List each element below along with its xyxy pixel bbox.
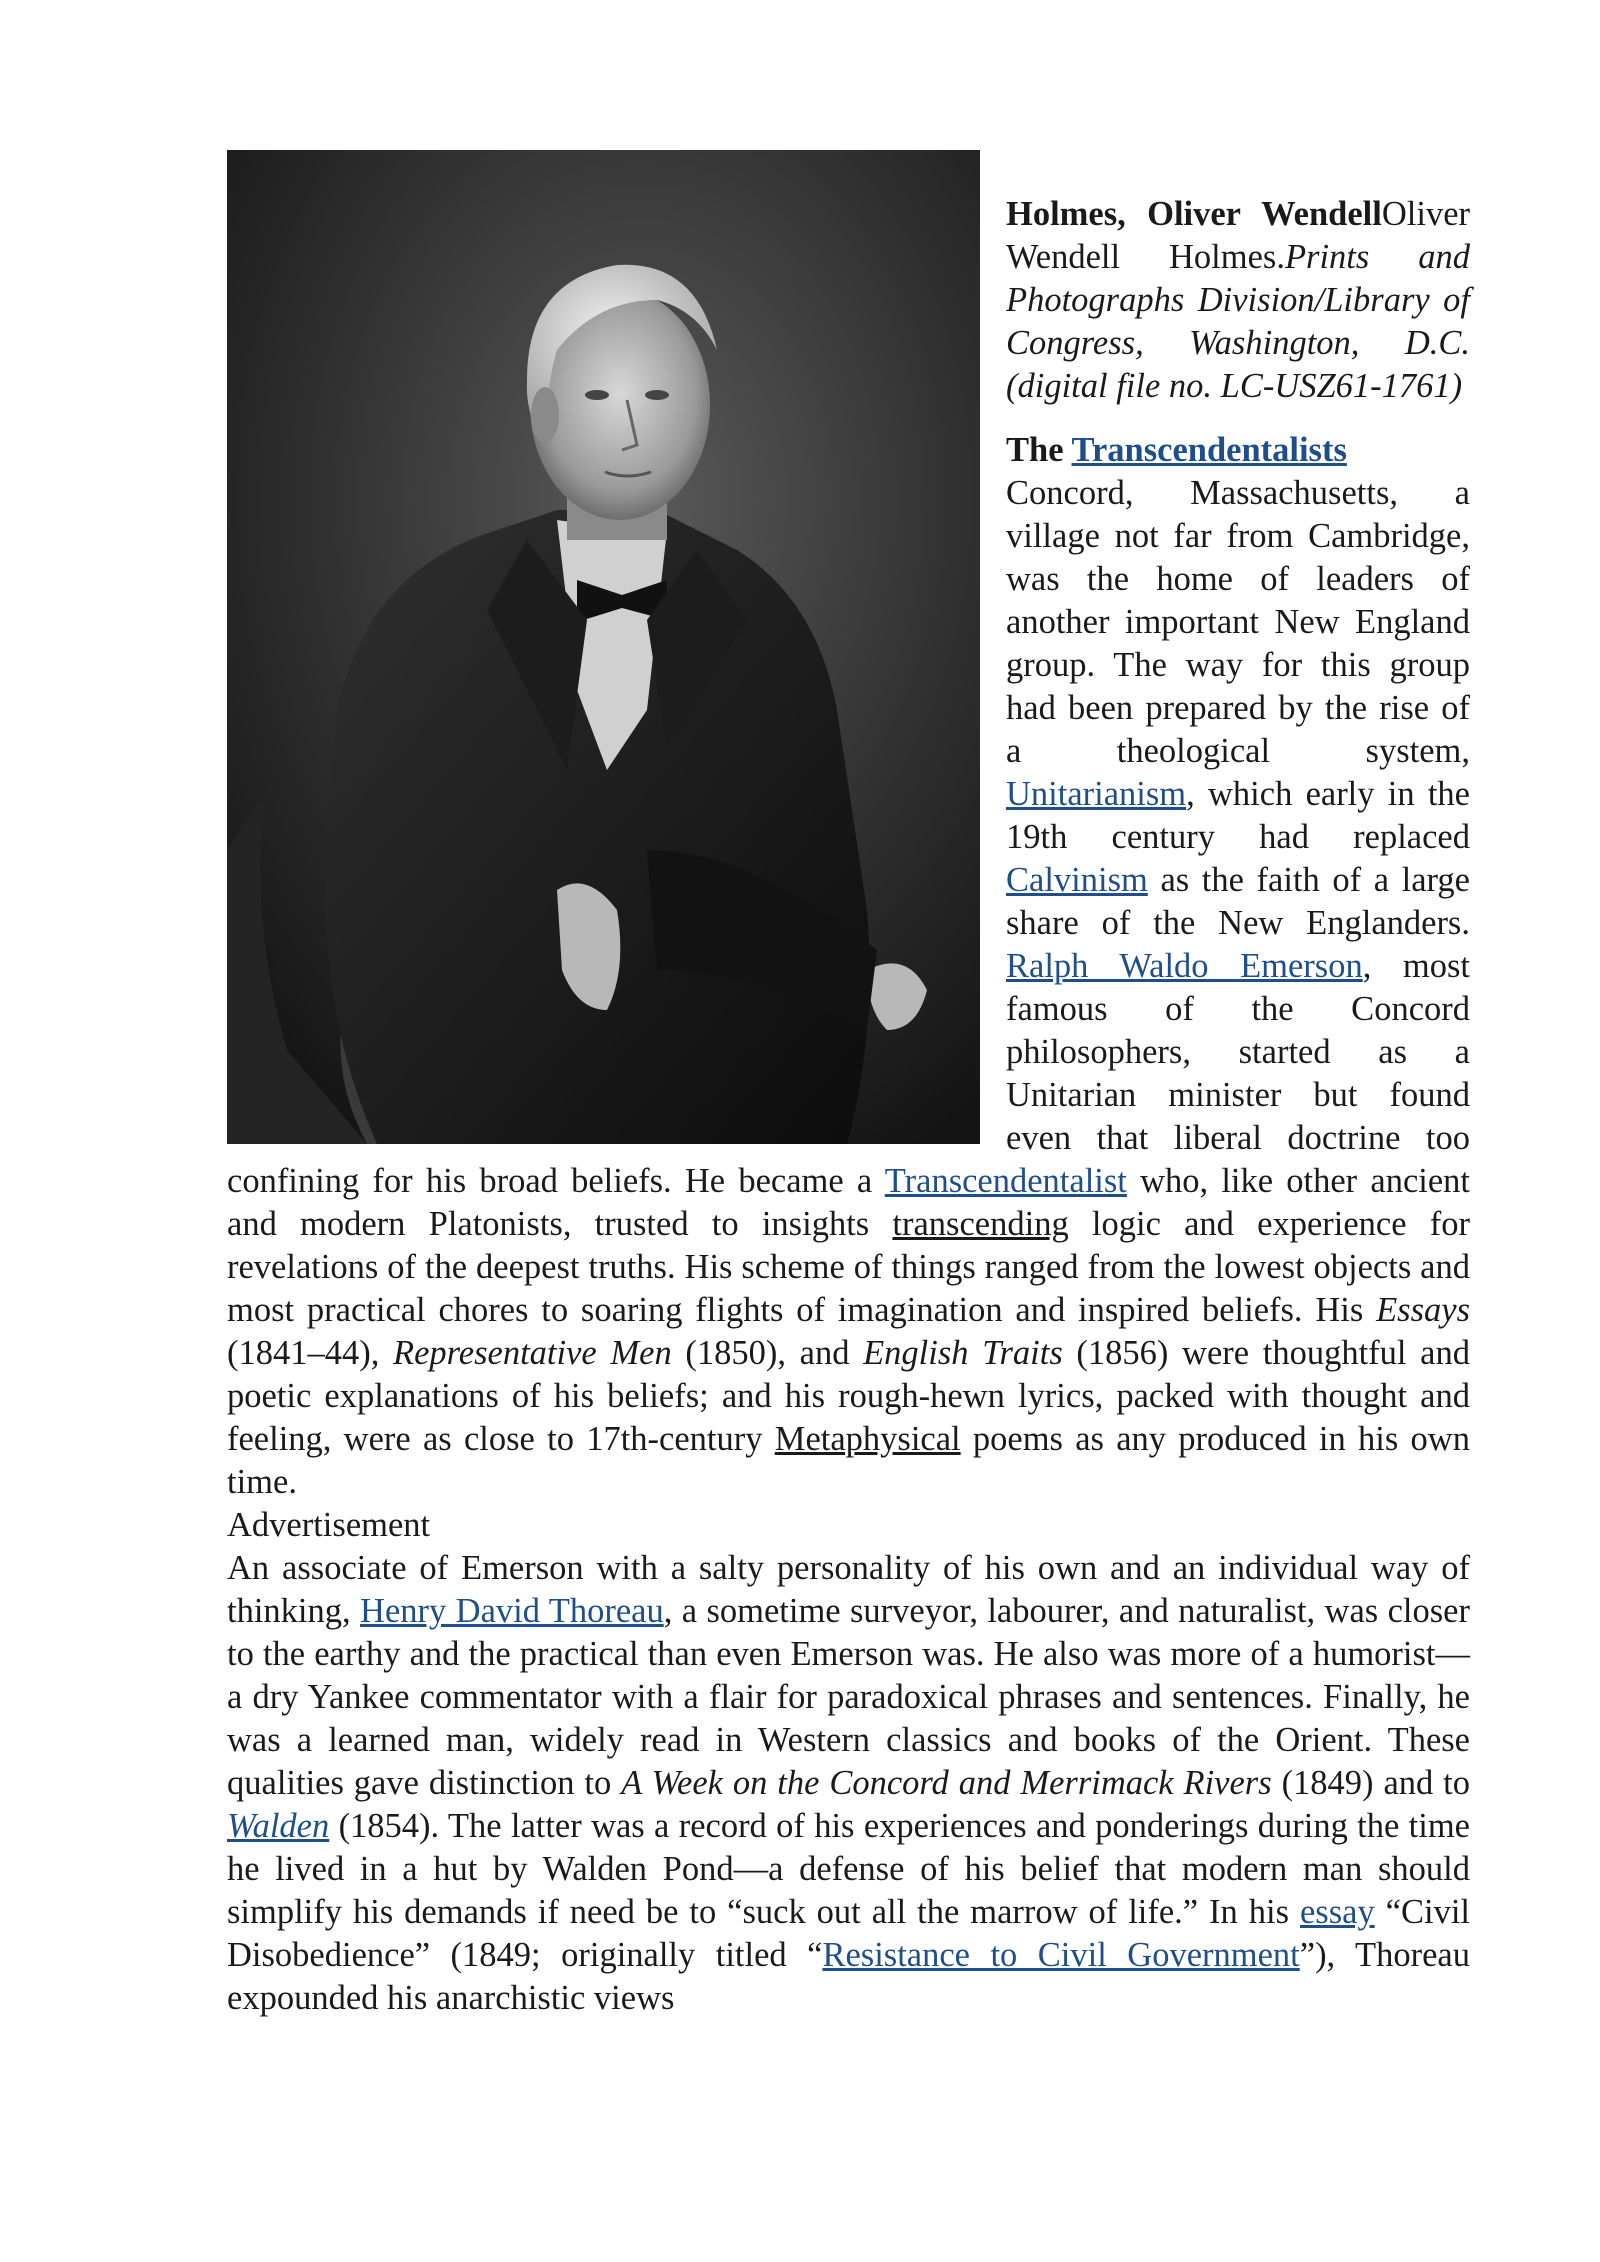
- portrait-photo: [227, 150, 980, 1144]
- paragraph-thoreau: [227, 1547, 1470, 2020]
- text: (1856) were thoughtful and poetic explanations of his beliefs; and his rough-hewn lyrics, packed with thought and feeling, were as close to 17th-century: [227, 1334, 1470, 1458]
- text: , which early in the 19th century had replaced: [1006, 775, 1470, 856]
- text: logic and experience for revelations of the deepest truths. His scheme of things ranged from the lowest objects and most practical chores to soaring flights of imagination and inspired beliefs. His: [227, 1205, 1470, 1329]
- text: An associate of Emerson with a salty personality of his own and an individual way of thinking,: [227, 1549, 1470, 1630]
- caption-name: Holmes, Oliver Wendell: [1006, 195, 1382, 233]
- article-page: [227, 150, 1470, 2020]
- link-essay[interactable]: essay: [1299, 1893, 1375, 1931]
- text: “Civil Disobedience” (1849; originally titled “: [227, 1893, 1470, 1974]
- title-representative-men: Representative Men: [393, 1334, 672, 1372]
- link-thoreau[interactable]: Henry David Thoreau: [360, 1592, 664, 1630]
- text: poems as any produced in his own time.: [227, 1420, 1470, 1501]
- text: , most famous of the Concord philosophers, started as a Unitarian minister but found even that liberal doctrine too confining for his broad beliefs. He became a: [227, 947, 1470, 1200]
- caption-subject: Oliver Wendell Holmes.: [1006, 195, 1470, 276]
- text: Concord, Massachusetts, a village not far from Cambridge, was the home of leaders of another important New England group. The way for this group had been prepared by the rise of a theological system,: [1006, 474, 1470, 770]
- text: (1849) and to: [1271, 1764, 1470, 1802]
- advertisement-label: Advertisement: [227, 1506, 431, 1544]
- link-resistance[interactable]: Resistance to Civil Government: [822, 1936, 1300, 1974]
- portrait-image: [227, 150, 980, 1144]
- text: (1850), and: [671, 1334, 864, 1372]
- link-emerson[interactable]: Ralph Waldo Emerson: [1006, 947, 1363, 985]
- link-walden[interactable]: Walden: [227, 1807, 330, 1845]
- section-heading-prefix: The: [1006, 431, 1072, 469]
- title-essays: Essays: [1376, 1291, 1470, 1329]
- link-metaphysical[interactable]: Metaphysical: [774, 1420, 961, 1458]
- text: who, like other ancient and modern Platonists, trusted to insights: [227, 1162, 1470, 1243]
- link-transcendentalist[interactable]: Transcendentalist: [884, 1162, 1127, 1200]
- link-unitarianism[interactable]: Unitarianism: [1006, 775, 1187, 813]
- title-a-week: A Week on the Concord and Merrimack Rivers: [621, 1764, 1272, 1802]
- text: ”), Thoreau expounded his anarchistic views: [227, 1936, 1470, 2017]
- title-english-traits: English Traits: [863, 1334, 1063, 1372]
- text: , a sometime surveyor, labourer, and naturalist, was closer to the earthy and the practical than even Emerson was. He also was more of a humorist—a dry Yankee commentator with a flair for paradoxical phrases and sentences. Finally, he was a learned man, widely read in Western classics and books of the Orient. These qualities gave distinction to: [227, 1592, 1470, 1802]
- text: (1854). The latter was a record of his experiences and ponderings during the time he lived in a hut by Walden Pond—a defense of his belief that modern man should simplify his demands if need be to “suck out all the marrow of life.” In his: [227, 1807, 1470, 1931]
- link-transcendentalists-heading[interactable]: Transcendentalists: [1071, 431, 1347, 469]
- text: as the faith of a large share of the New Englanders.: [1006, 861, 1470, 942]
- caption-credit: Prints and Photographs Division/Library of Congress, Washington, D.C. (digital file no. LC-USZ61-1761): [1006, 238, 1470, 405]
- link-calvinism[interactable]: Calvinism: [1006, 861, 1148, 899]
- link-transcending[interactable]: transcending: [892, 1205, 1069, 1243]
- text: (1841–44),: [227, 1334, 394, 1372]
